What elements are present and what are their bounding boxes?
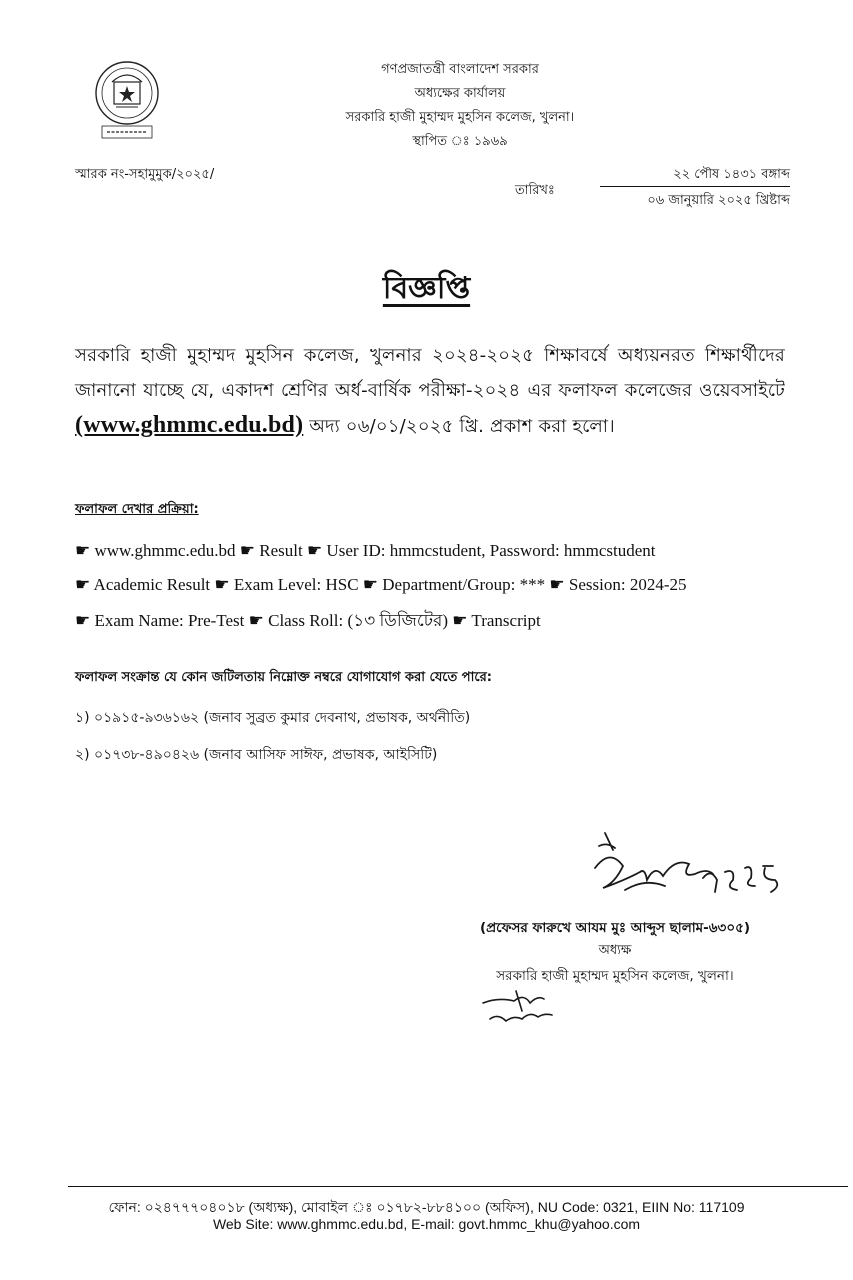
established-year: স্থাপিত ঃ ১৯৬৯ [412,134,508,149]
contact-item-2: ২) ০১৭৩৮-৪৯০৪২৬ (জনাব আসিফ সাঈফ, প্রভাষক, আইসিটি) [75,747,438,763]
notice-body-date: অদ্য ০৬/০১/২০২৫ খ্রি. প্রকাশ করা হলো। [309,416,615,437]
initials-signature [478,985,568,1030]
signatory-org: সরকারি হাজী মুহাম্মদ মুহসিন কলেজ, খুলনা। [496,968,734,984]
principal-signature [585,828,795,913]
govt-name: গণপ্রজাতন্ত্রী বাংলাদেশ সরকার [381,62,539,77]
contact-item-1: ১) ০১৯১৫-৯৩৬১৬২ (জনাব সুব্রত কুমার দেবনাথ, প্রভাষক, অর্থনীতি) [75,710,471,726]
notice-title [0,264,853,315]
memo-number: স্মারক নং-সহামুমুক/২০২৫/ [75,167,215,182]
website-link[interactable]: (www.ghmmc.edu.bd) [75,412,304,438]
signatory-title: অধ্যক্ষ [598,943,632,958]
notice-title-text: বিজ্ঞপ্তি [382,271,471,306]
college-seal-logo [94,60,160,142]
procedure-heading: ফলাফল দেখার প্রক্রিয়া: [75,502,199,517]
footer-web: Web Site: www.ghmmc.edu.bd, E-mail: govt.hmmc_khu@yahoo.com [212,1216,641,1232]
notice-body [75,338,785,444]
college-name: সরকারি হাজী মুহাম্মদ মুহসিন কলেজ, খুলনা। [345,110,575,125]
date-divider [600,186,790,187]
date-label: তারিখঃ [515,183,555,198]
office-name: অধ্যক্ষের কার্যালয় [414,86,506,101]
signatory-name: (প্রফেসর ফারুখে আযম মুঃ আব্দুস ছালাম-৬৩০৫) [479,920,751,936]
notice-body-text: সরকারি হাজী মুহাম্মদ মুহসিন কলেজ, খুলনার ২০২৪-২০২৫ শিক্ষাবর্ষে অধ্যয়নরত শিক্ষার্থীদের জানানো যাচ্ছে যে, একাদশ শ্রেণির অর্ধ-বার্ষিক পরীক্ষা-২০২৪ এর ফলাফল কলেজের ওয়েবসাইটে [75,345,785,401]
procedure-step-2: ☛ Academic Result ☛ Exam Level: HSC ☛ Department/Group: *** ☛ Session: 2024-25 [75,575,687,594]
procedure-step-3: ☛ Exam Name: Pre-Test ☛ Class Roll: (১৩ ডিজিটের) ☛ Transcript [75,611,541,630]
contact-heading: ফলাফল সংক্রান্ত যে কোন জটিলতায় নিম্নোক্ত নম্বরে যোগাযোগ করা যেতে পারে: [75,670,492,685]
footer-contact: ফোন: ০২৪৭৭৭০৪০১৮ (অধ্যক্ষ), মোবাইল ঃ ০১৭৮২-৮৮৪১০০ (অফিস), NU Code: 0321, EIIN No: 117109 [108,1199,745,1215]
procedure-step-1: ☛ www.ghmmc.edu.bd ☛ Result ☛ User ID: hmmcstudent, Password: hmmcstudent [75,541,656,560]
date-bangla: ২২ পৌষ ১৪৩১ বঙ্গাব্দ [673,167,790,182]
date-english: ০৬ জানুয়ারি ২০২৫ খ্রিষ্টাব্দ [647,193,790,208]
footer-divider [68,1186,848,1187]
